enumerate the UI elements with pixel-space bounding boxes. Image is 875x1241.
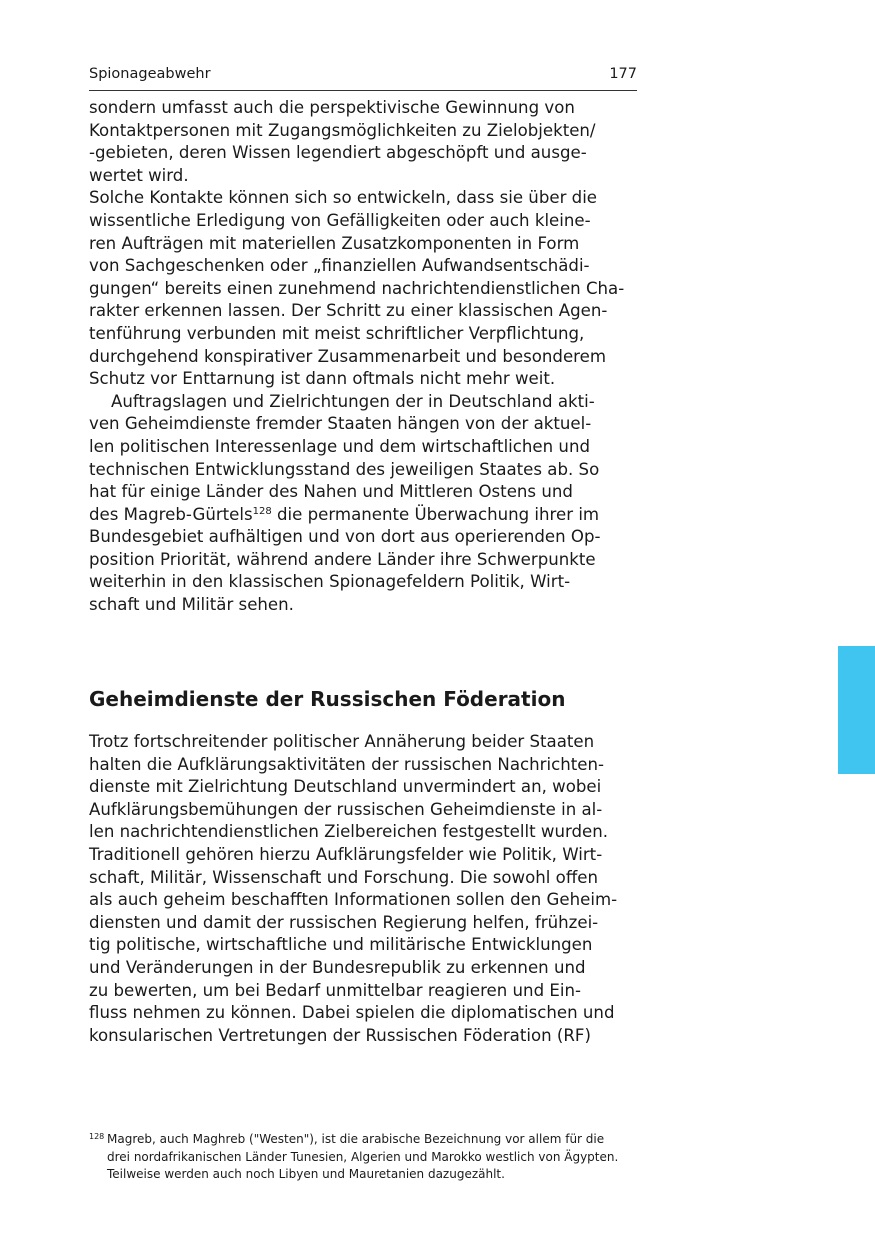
- text-line: Traditionell gehören hierzu Aufklärungsfelder wie Politik, Wirt-: [89, 844, 603, 864]
- footnote-marker: 128: [89, 1132, 105, 1141]
- body-text: [89, 97, 637, 617]
- text-line: halten die Aufklärungsaktivitäten der russischen Nachrichten-: [89, 754, 604, 774]
- text-line: -gebieten, deren Wissen legendiert abgeschöpft und ausge-: [89, 143, 587, 163]
- section-paragraph: [89, 731, 637, 1047]
- text-line-with-footnote-ref: [89, 504, 637, 527]
- text-line: weiterhin in den klassischen Spionagefeldern Politik, Wirt-: [89, 572, 571, 592]
- paragraph-contacts: [89, 187, 637, 390]
- text-line: len politischen Interessenlage und dem wirtschaftlichen und: [89, 436, 590, 456]
- text-line: Auftragslagen und Zielrichtungen der in Deutschland akti-: [111, 391, 595, 411]
- text-line: ven Geheimdienste fremder Staaten hängen von der aktuel-: [89, 414, 592, 434]
- running-header: [89, 66, 637, 91]
- text-line: von Sachgeschenken oder „finanziellen Aufwandsentschädi-: [89, 256, 590, 276]
- footnote: [89, 1131, 649, 1184]
- text-line: Aufklärungsbemühungen der russischen Geheimdienste in al-: [89, 799, 603, 819]
- section-heading: Geheimdienste der Russischen Föderation: [89, 687, 566, 711]
- text-line: und Veränderungen in der Bundesrepublik zu erkennen und: [89, 957, 586, 977]
- text-line: tig politische, wirtschaftliche und militärische Entwicklungen: [89, 935, 593, 955]
- text-line: durchgehend konspirativer Zusammenarbeit und besonderem: [89, 346, 606, 366]
- text-line: rakter erkennen lassen. Der Schritt zu einer klassischen Agen-: [89, 301, 608, 321]
- text-line: sondern umfasst auch die perspektivische Gewinnung von: [89, 98, 575, 117]
- text-line: gungen“ bereits einen zunehmend nachrichtendienstlichen Cha-: [89, 278, 625, 298]
- text-line: schaft, Militär, Wissenschaft und Forschung. Die sowohl offen: [89, 867, 598, 887]
- text-line: Solche Kontakte können sich so entwickeln, dass sie über die: [89, 188, 598, 208]
- text-line: Bundesgebiet aufhältigen und von dort aus operierenden Op-: [89, 527, 601, 547]
- chapter-thumb-tab: [838, 646, 875, 774]
- footnote-reference[interactable]: 128: [252, 505, 272, 517]
- text-segment: die permanente Überwachung ihrer im: [271, 504, 600, 524]
- text-line: Kontaktpersonen mit Zugangsmöglichkeiten zu Zielobjekten/: [89, 120, 596, 140]
- text-line: dienste mit Zielrichtung Deutschland unvermindert an, wobei: [89, 777, 602, 797]
- footnote-line: drei nordafrikanischen Länder Tunesien, Algerien und Marokko westlich von Ägypten.: [107, 1149, 619, 1164]
- text-line: position Priorität, während andere Länder ihre Schwerpunkte: [89, 549, 596, 569]
- paragraph-tasking: [89, 391, 637, 617]
- text-line: konsularischen Vertretungen der Russischen Föderation (RF): [89, 1025, 591, 1045]
- text-line: fluss nehmen zu können. Dabei spielen die diplomatischen und: [89, 1003, 615, 1023]
- text-line: schaft und Militär sehen.: [89, 595, 294, 615]
- text-line: Schutz vor Enttarnung ist dann oftmals nicht mehr weit.: [89, 369, 556, 389]
- text-segment: des Magreb-Gürtels: [89, 504, 253, 524]
- text-line: Trotz fortschreitender politischer Annäherung beider Staaten: [89, 732, 595, 751]
- text-line: len nachrichtendienstlichen Zielbereichen festgestellt wurden.: [89, 822, 609, 842]
- text-line: ren Aufträgen mit materiellen Zusatzkomponenten in Form: [89, 233, 580, 253]
- page-number: 177: [609, 66, 637, 82]
- text-line: als auch geheim beschafften Informationen sollen den Geheim-: [89, 890, 618, 910]
- text-line: zu bewerten, um bei Bedarf unmittelbar reagieren und Ein-: [89, 980, 581, 1000]
- text-line: tenführung verbunden mit meist schriftlicher Verpflichtung,: [89, 323, 585, 343]
- footnote-line: Teilweise werden auch noch Libyen und Mauretanien dazugezählt.: [107, 1167, 505, 1181]
- paragraph-continued: [89, 97, 637, 187]
- text-line: hat für einige Länder des Nahen und Mittleren Ostens und: [89, 482, 573, 502]
- text-line: technischen Entwicklungsstand des jeweiligen Staates ab. So: [89, 459, 600, 479]
- footnote-text: [107, 1131, 649, 1184]
- text-line: diensten und damit der russischen Regierung helfen, frühzei-: [89, 912, 599, 932]
- text-line: wissentliche Erledigung von Gefälligkeiten oder auch kleine-: [89, 210, 591, 230]
- running-header-title: Spionageabwehr: [89, 66, 211, 82]
- footnote-line: Magreb, auch Maghreb ("Westen"), ist die arabische Bezeichnung vor allem für die: [107, 1132, 605, 1146]
- text-line: wertet wird.: [89, 165, 189, 185]
